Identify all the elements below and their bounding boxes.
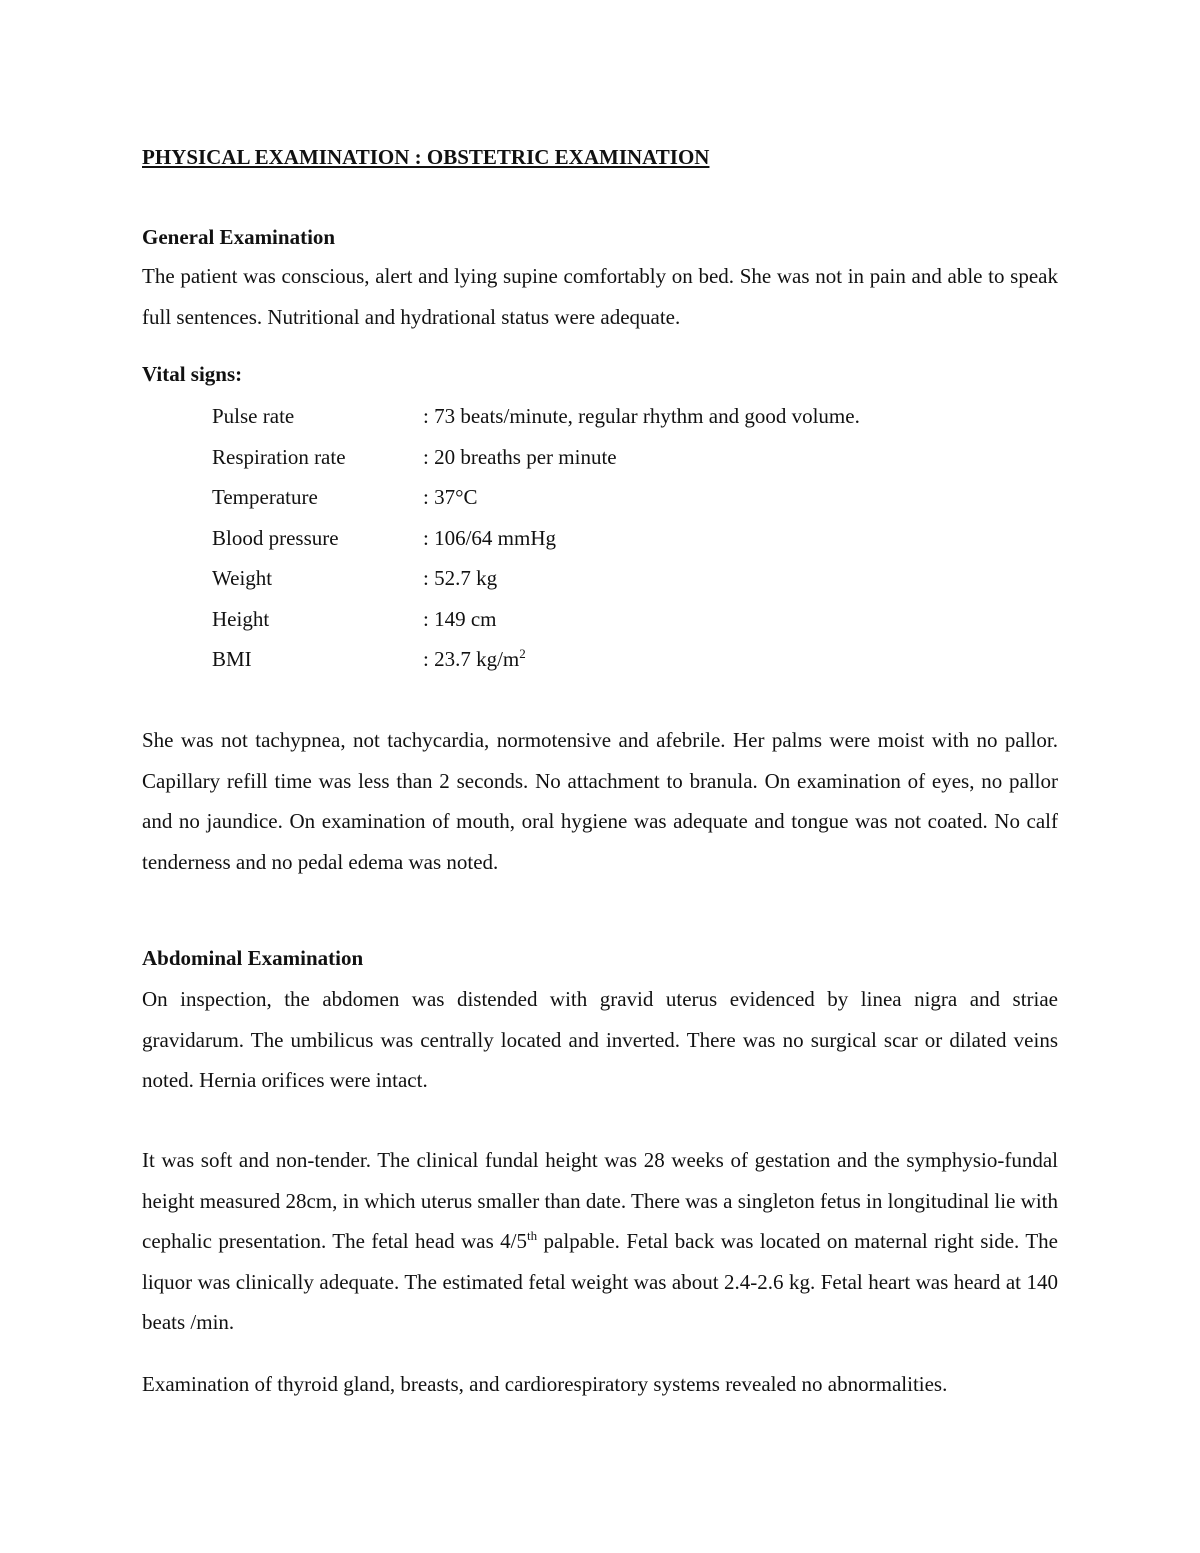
vital-label: BMI: [212, 647, 252, 671]
vital-label: Temperature: [212, 485, 318, 509]
vital-label: Blood pressure: [212, 525, 339, 550]
bmi-superscript: 2: [519, 646, 526, 661]
abdominal-examination-heading: Abdominal Examination: [142, 946, 364, 970]
vital-label: Respiration rate: [212, 444, 346, 469]
vital-label: Weight: [212, 566, 273, 590]
vital-label: Pulse rate: [212, 404, 295, 428]
general-examination-text: The patient was conscious, alert and lying supine comfortably on bed. She was not in pain and able to speak full sentences. Nutritional and hydrational status were adequate.: [142, 264, 1058, 329]
vital-signs-table: [212, 396, 972, 680]
general-examination-heading: General Examination: [142, 225, 336, 249]
palpation-text-part1: It was soft and non-tender. The clinical fundal height was 28 weeks of gestation and the symphysio-fundal height measured 28cm, in which uterus smaller than date. There was a singleton fetus in longitudinal lie with cephalic presentation. The fetal head was 4/5: [142, 1148, 1058, 1253]
vital-label: Height: [212, 606, 270, 631]
vital-row-weight: [212, 558, 972, 599]
vital-value: : 37°C: [423, 485, 478, 509]
vital-value: : 20 breaths per minute: [423, 444, 617, 469]
general-findings-text: She was not tachypnea, not tachycardia, normotensive and afebrile. Her palms were moist with no pallor. Capillary refill time was less than 2 seconds. No attachment to branula. On examination of eyes, no pallor and no jaundice. On examination of mouth, oral hygiene was adequate and tongue was not coated. No calf tenderness and no pedal edema was noted.: [142, 728, 1058, 874]
abdominal-inspection-text: On inspection, the abdomen was distended with gravid uterus evidenced by linea nigra and striae gravidarum. The umbilicus was centrally located and inverted. There was no surgical scar or dilated veins noted. Hernia orifices were intact.: [142, 987, 1058, 1092]
vital-value: : 73 beats/minute, regular rhythm and good volume.: [423, 404, 860, 428]
vital-value: [423, 639, 972, 680]
vital-value: : 52.7 kg: [423, 566, 498, 590]
vital-row-blood-pressure: [212, 518, 972, 559]
vital-row-pulse: [212, 396, 972, 437]
vital-row-respiration: [212, 437, 972, 478]
vital-value: : 106/64 mmHg: [423, 525, 557, 550]
page-title: PHYSICAL EXAMINATION : OBSTETRIC EXAMINATION: [142, 145, 710, 169]
bmi-value-text: : 23.7 kg/m: [423, 647, 520, 671]
vital-row-height: [212, 599, 972, 640]
vital-signs-heading: Vital signs:: [142, 362, 243, 386]
palpation-superscript: th: [527, 1228, 538, 1243]
vital-value: : 149 cm: [423, 606, 497, 631]
palpation-text-part2: palpable. Fetal back was located on maternal right side. The liquor was clinically adequate. The estimated fetal weight was about 2.4-2.6 kg. Fetal heart was heard at 140 beats /min.: [142, 1229, 1058, 1334]
final-examination-text: Examination of thyroid gland, breasts, and cardiorespiratory systems revealed no abnormalities.: [142, 1372, 948, 1396]
abdominal-palpation-text: [142, 1140, 1058, 1343]
vital-row-bmi: [212, 639, 972, 680]
vital-row-temperature: [212, 477, 972, 518]
